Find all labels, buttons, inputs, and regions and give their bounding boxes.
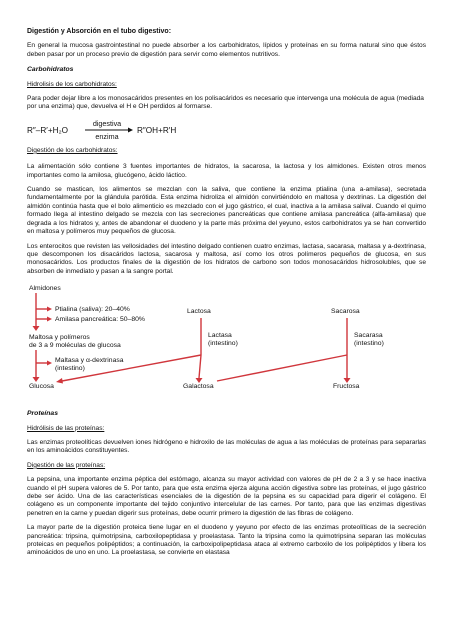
intro-paragraph: En general la mucosa gastrointestinal no puede absorber a los carbohidratos, lípidos y proteínas en su forma natural sino que éstos deben pasar por un proceso previo de digestión para servir como elementos nutritivos.	[27, 42, 426, 58]
label-sacarasa-1: Sacarasa	[354, 332, 383, 340]
hydrolysis-equation	[27, 118, 426, 142]
proteins-heading: Proteínas	[27, 410, 58, 418]
equation-top: digestiva	[92, 118, 122, 128]
label-ptialina: Ptialina (saliva): 20–40%	[55, 306, 130, 314]
equation-bottom: enzima	[95, 131, 119, 141]
label-sacarasa-2: (intestino)	[354, 340, 384, 348]
label-lactasa-2: (intestino)	[208, 340, 238, 348]
label-galactosa: Galactosa	[183, 383, 214, 389]
label-almidones: Almidones	[29, 285, 61, 293]
carbs-digestion-heading: Digestión de los carbohidratos:	[27, 146, 118, 154]
label-sacarosa: Sacarosa	[331, 308, 360, 316]
label-lactosa: Lactosa	[187, 308, 211, 316]
equation-right: R″OH+R′H	[137, 125, 177, 135]
carbs-hydrolysis-text: Para poder dejar libre a los monosacáridos presentes en los polisacáridos es necesario que intervenga una molécula de agua (mediada por una enzima) que, devuelva el H e OH perdidos al formarse.	[27, 95, 424, 111]
proteins-digestion-heading: Digestión de las proteínas:	[27, 461, 106, 469]
proteins-hydrolysis-text: Las enzimas proteolíticas devuelven iones hidrógeno e hidroxilo de las moléculas de agua a las moléculas de proteínas para separarlas en los aminoácidos constituyentes.	[27, 438, 426, 455]
carbs-paragraph-3: Los enterocitos que revisten las vellosidades del intestino delgado contienen cuatro enzimas, lactasa, sacarasa, maltasa y a-dextrinasa, que descomponen los disacáridos lactosa, sacarosa y maltosa, así como los otros polímeros pequeños de glucosa, en sus monosacáridos. Los productos finales de la digestión de los hidratos de carbono son todos monosacáridos hidrosolubles, que se absorben de inmediato y pasan a la sangre portal.	[27, 242, 426, 275]
label-lactasa-1: Lactasa	[208, 332, 232, 340]
proteins-paragraph-1: La pepsina, una importante enzima péptica del estómago, alcanza su mayor actividad con valores de pH de 2 a 3 y se hace inactiva cuando el pH supera valores de 5. Por tanto, para que esta enzima ejerza alguna acción digestiva sobre las proteínas, el jugo gástrico debe ser ácido. Una de las características esenciales de la digestión de la pepsina es su capacidad para digerir el colágeno. El colágeno es un componente importante del tejido conjuntivo intercelular de las carnes. Por tanto, para que las enzimas digestivas penetren en la carne y puedan digerir sus proteínas, debe ocurrir primero la digestión de las fibras de colágeno.	[27, 476, 426, 517]
proteins-paragraph-2: La mayor parte de la digestión proteica tiene lugar en el duodeno y yeyuno por efecto de las enzimas proteolíticas de la secreción pancreática: tripsina, quimotripsina, carboxilopeptidasa y proelastasa. Tanto la tripsina como la quimotripsina separan las moléculas proteicas en pequeños polipéptidos; a continuación, la carboxipolipeptidasa ataca al extremo carboxilo de los polipéptidos y libera los aminoácidos de uno en uno. La proelastasa, se convierte en elastasa	[27, 524, 426, 557]
label-maltosa-1: Maltosa y polímeros	[29, 334, 90, 342]
label-maltasa-2: (intestino)	[55, 365, 85, 373]
carbs-heading: Carbohidratos	[27, 66, 74, 74]
label-fructosa: Fructosa	[333, 383, 360, 389]
equation-arrowhead	[128, 127, 133, 132]
carbohydrate-digestion-diagram	[27, 282, 426, 388]
label-glucosa: Glucosa	[29, 383, 54, 389]
label-maltasa-1: Maltasa y α-dextrinasa	[55, 357, 124, 365]
label-maltosa-2: de 3 a 9 moléculas de glucosa	[29, 342, 121, 350]
document-title: Digestión y Absorción en el tubo digestivo:	[27, 28, 172, 35]
label-amilasa: Amilasa pancreática: 50–80%	[55, 316, 145, 324]
proteins-hydrolysis-heading: Hidrólisis de las proteínas:	[27, 424, 105, 432]
carbs-hydrolysis-heading: Hidrolisis de los carbohidratos:	[27, 80, 117, 88]
equation-left: R″–R′+H₂O	[27, 125, 69, 135]
carbs-paragraph-1: La alimentación sólo contiene 3 fuentes importantes de hidratos, la sacarosa, la lactosa y los almidones. Existen otros menos importantes como la amilosa, glucógeno, ácido láctico.	[27, 163, 426, 179]
carbs-paragraph-2: Cuando se mastican, los alimentos se mezclan con la saliva, que contiene la enzima ptialina (una a-amilasa), secretada fundamentalmente por la glándula parótida. Esta enzima hidroliza el almidón convirtiéndolo en maltosa y dextrinas. La digestión del almidón continúa hasta que el bolo alimenticio es mezclado con el jugo gástrico, el cual, inactiva a la amilasa salival. Cuando el quimo formado llega al intestino delgado se mezcla con las secreciones pancreáticas que contiene amilasa pancreática (alfa-amilasa) que degrada a los hidratos y, antes de abandonar el duodeno y la parte más próxima del yeyuno, estos carbohidratos ya se han convertido en maltosa y polímeros muy pequeños de glucosa.	[27, 186, 426, 236]
